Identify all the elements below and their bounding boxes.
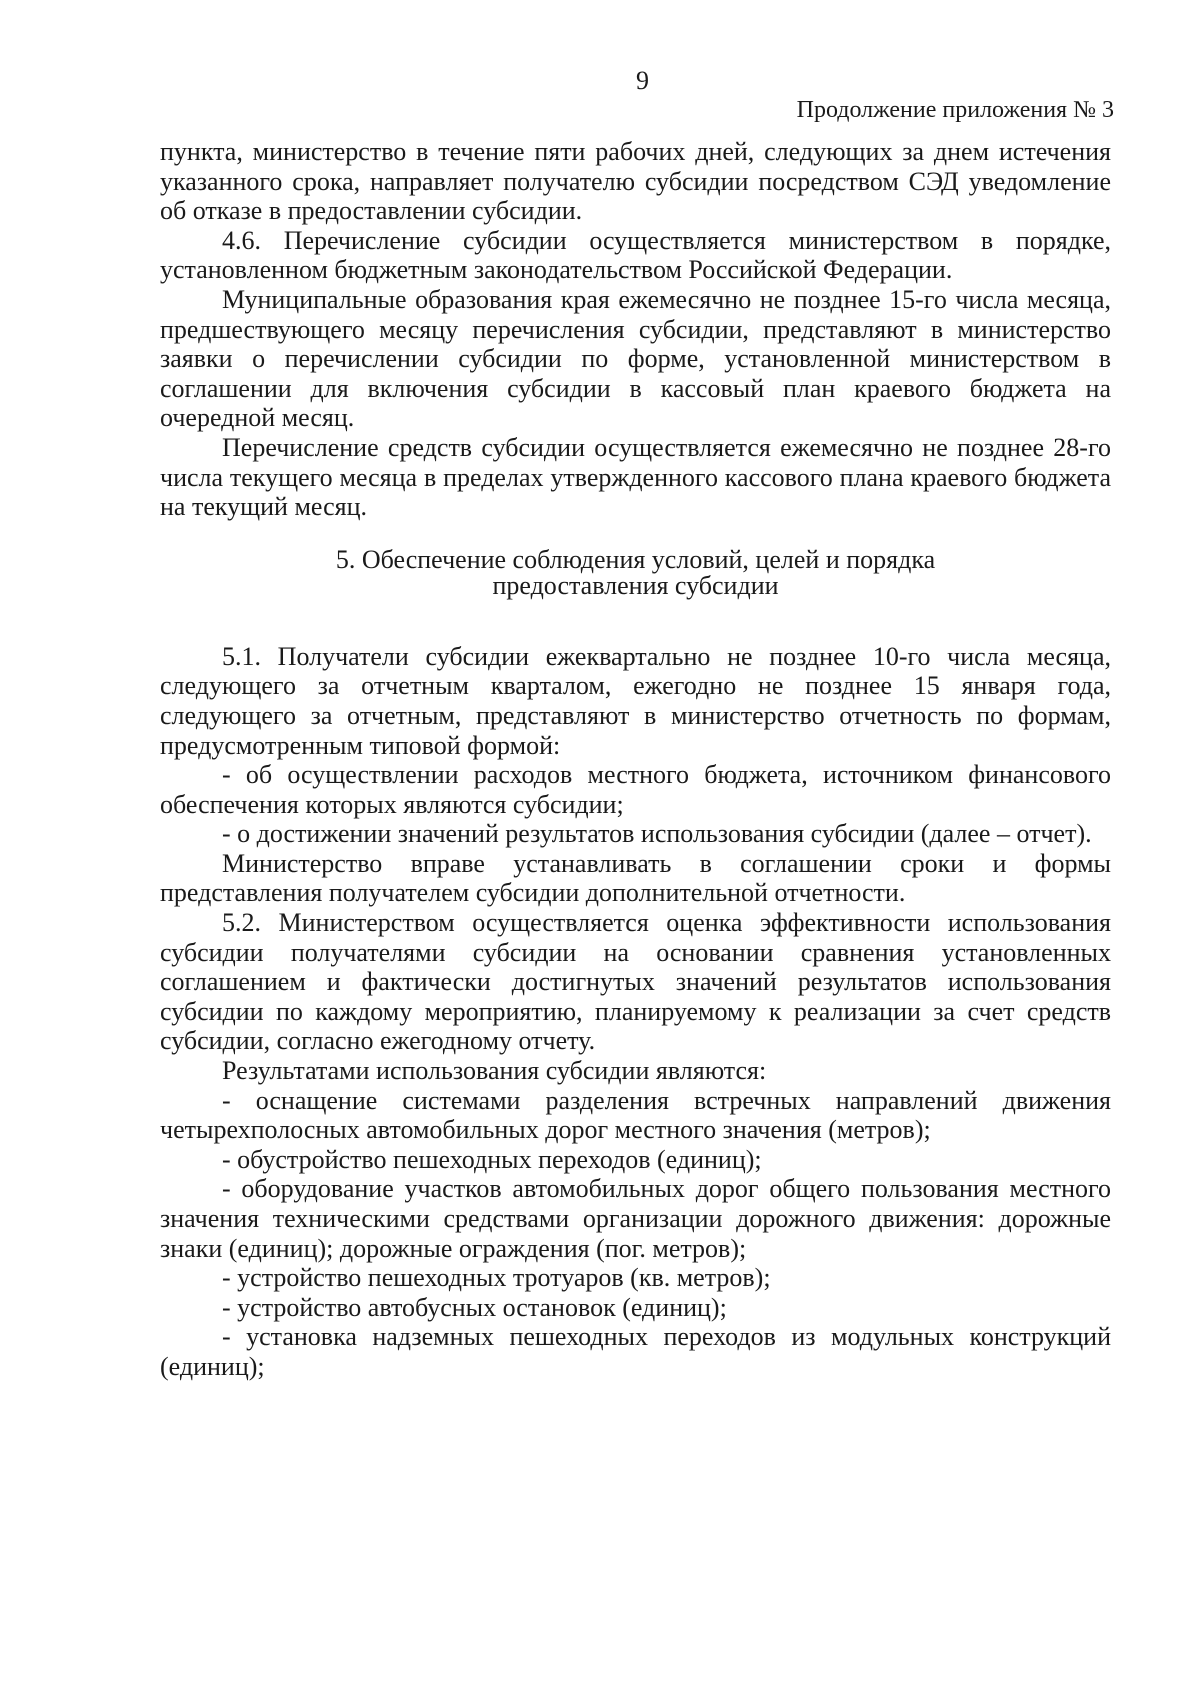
section-5-heading [160, 544, 1111, 600]
appendix-continuation-label: Продолжение приложения № 3 [796, 97, 1114, 123]
list-item-pedestrian-crossings: - обустройство пешеходных переходов (единиц); [222, 1144, 762, 1174]
document-body [160, 137, 1111, 1382]
page-number: 9 [636, 66, 649, 95]
paragraph-results-intro: Результатами использования субсидии являются: [222, 1056, 767, 1086]
paragraph-5-2: 5.2. Министерством осуществляется оценка эффективности использования субсидии получателями субсидии на основании сравнения установленных соглашением и фактически достигнутых значений результатов использования субсидии по каждому мероприятию, планируемому к реализации за счет средств субсидии, согласно ежегодному отчету. [160, 908, 1111, 1056]
paragraph-continued: пункта, министерство в течение пяти рабочих дней, следующих за днем истечения указанного срока, направляет получателю субсидии посредством СЭД уведомление об отказе в предоставлении субсидии. [160, 137, 1111, 226]
list-item-sidewalks: - устройство пешеходных тротуаров (кв. метров); [222, 1263, 771, 1293]
list-item-separation-systems: - оснащение системами разделения встречных направлений движения четырехполосных автомобильных дорог местного значения (метров); [160, 1085, 1111, 1145]
section-5-heading-line-1: 5. Обеспечение соблюдения условий, целей и порядка [335, 544, 936, 574]
list-item-bus-stops: - устройство автобусных остановок (единиц); [222, 1292, 727, 1322]
paragraph-transfer-schedule: Перечисление средств субсидии осуществляется ежемесячно не позднее 28-го числа текущего месяца в пределах утвержденного кассового плана краевого бюджета на текущий месяц. [160, 432, 1111, 522]
paragraph-additional-reporting: Министерство вправе устанавливать в соглашении сроки и формы представления получателем субсидии дополнительной отчетности. [160, 848, 1111, 908]
paragraph-municipal-requests: Муниципальные образования края ежемесячно не позднее 15-го числа месяца, предшествующего месяцу перечисления субсидии, представляют в министерство заявки о перечислении субсидии по форме, установленной министерством в соглашении для включения субсидии в кассовый план краевого бюджета на очередной месяц. [160, 284, 1111, 433]
list-item-expenses-report: - об осуществлении расходов местного бюджета, источником финансового обеспечения которых являются субсидии; [160, 760, 1111, 819]
paragraph-5-1: 5.1. Получатели субсидии ежеквартально не позднее 10-го числа месяца, следующего за отчетным кварталом, ежегодно не позднее 15 января года, следующего за отчетным, представляют в министерство отчетность по формам, предусмотренным типовой формой: [160, 641, 1111, 760]
list-item-traffic-equipment: - оборудование участков автомобильных дорог общего пользования местного значения техническими средствами организации дорожного движения: дорожные знаки (единиц); дорожные ограждения (пог. метров); [160, 1174, 1111, 1263]
list-item-results-report: - о достижении значений результатов использования субсидии (далее – отчет). [222, 819, 1092, 849]
paragraph-4-6: 4.6. Перечисление субсидии осуществляется министерством в порядке, установленном бюджетным законодательством Российской Федерации. [160, 225, 1111, 285]
list-item-overpasses: - установка надземных пешеходных переходов из модульных конструкций (единиц); [160, 1322, 1111, 1381]
section-5-heading-line-2: предоставления субсидии [492, 570, 779, 600]
